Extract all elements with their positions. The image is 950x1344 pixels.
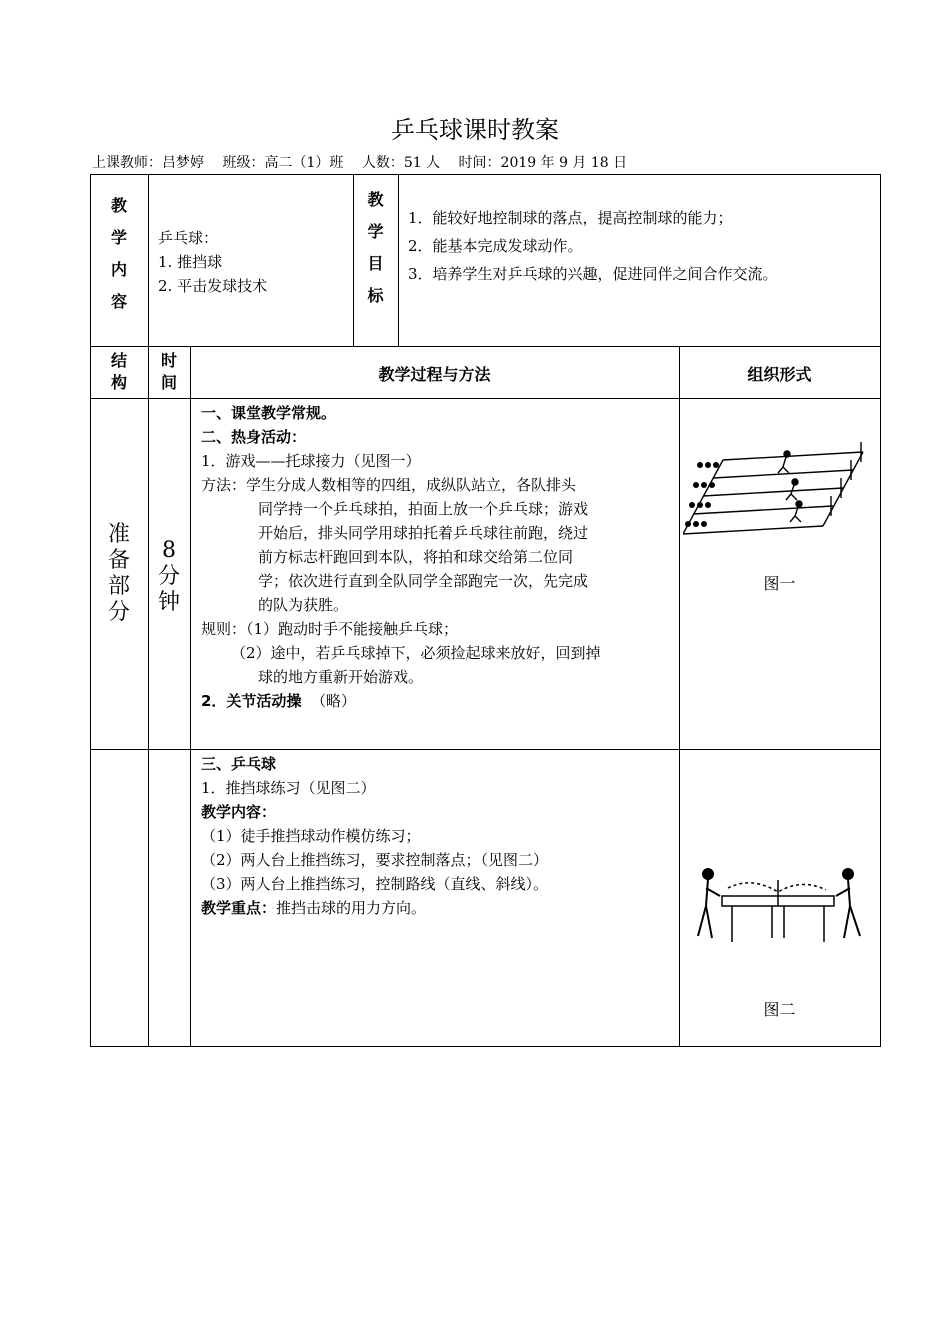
teacher: 上课教师：吕梦婷 (92, 155, 204, 171)
student-count: 人数：51 人 (361, 155, 441, 171)
part2-process: 三、乒乓球 1．推挡球练习（见图二） 教学内容： （1）徒手推挡球动作模仿练习； （2）两人台上推挡练习，要求控制落点；（见图二） （3）两人台上推挡练习，控制路线（直线、斜线）。 教学重点：推挡击球的用力方向。 (201, 755, 549, 917)
process-header: 教学过程与方法 (378, 365, 491, 384)
table-tennis-figure (694, 866, 866, 946)
part1-structure: 准 备 部 分 (107, 522, 130, 625)
part1-process: 一、课堂教学常规。 二、热身活动： 1．游戏——托球接力（见图一） 方法：学生分成人数相等的四组，成纵队站立，各队排头 同学持一个乒乓球拍，拍面上放一个乒乓球；游戏 开始后，排头同学用球拍托着乒乓球往前跑，绕过 前方标志杆跑回到本队，将拍和球交给第二位同 学；依次进行直到全队同学全部跑完一次，先完成 的队为获胜。 规则：（1）跑动时手不能接触乒乓球； （2）途中，若乒乓球掉下，必须捡起球来放好，回到掉 球的地方重新开始游戏。 2．关节活动操 （略） (201, 404, 601, 710)
structure-header: 结 构 (110, 351, 127, 392)
time-header: 时 间 (160, 351, 177, 392)
content-text: 乒乓球： 1. 推挡球 2. 平击发球技术 (158, 229, 268, 295)
relay-figure (683, 440, 867, 540)
figure1-caption: 图一 (763, 574, 796, 593)
figure2-caption: 图二 (763, 1000, 796, 1019)
goal-label: 教 学 目 标 (367, 190, 384, 305)
part1-time: 8 分 钟 (157, 538, 180, 615)
lesson-meta (92, 152, 641, 172)
page-title: 乒乓球课时教案 (391, 116, 559, 144)
content-label: 教 学 内 容 (110, 196, 127, 311)
org-header: 组织形式 (747, 365, 812, 384)
lesson-date: 时间：2019 年 9 月 18 日 (458, 155, 628, 171)
class: 班级：高二（1）班 (222, 155, 344, 171)
goal-text: 1．能较好地控制球的落点，提高控制球的能力； 2．能基本完成发球动作。 3．培养学生对乒乓球的兴趣，促进同伴之间合作交流。 (408, 209, 778, 283)
